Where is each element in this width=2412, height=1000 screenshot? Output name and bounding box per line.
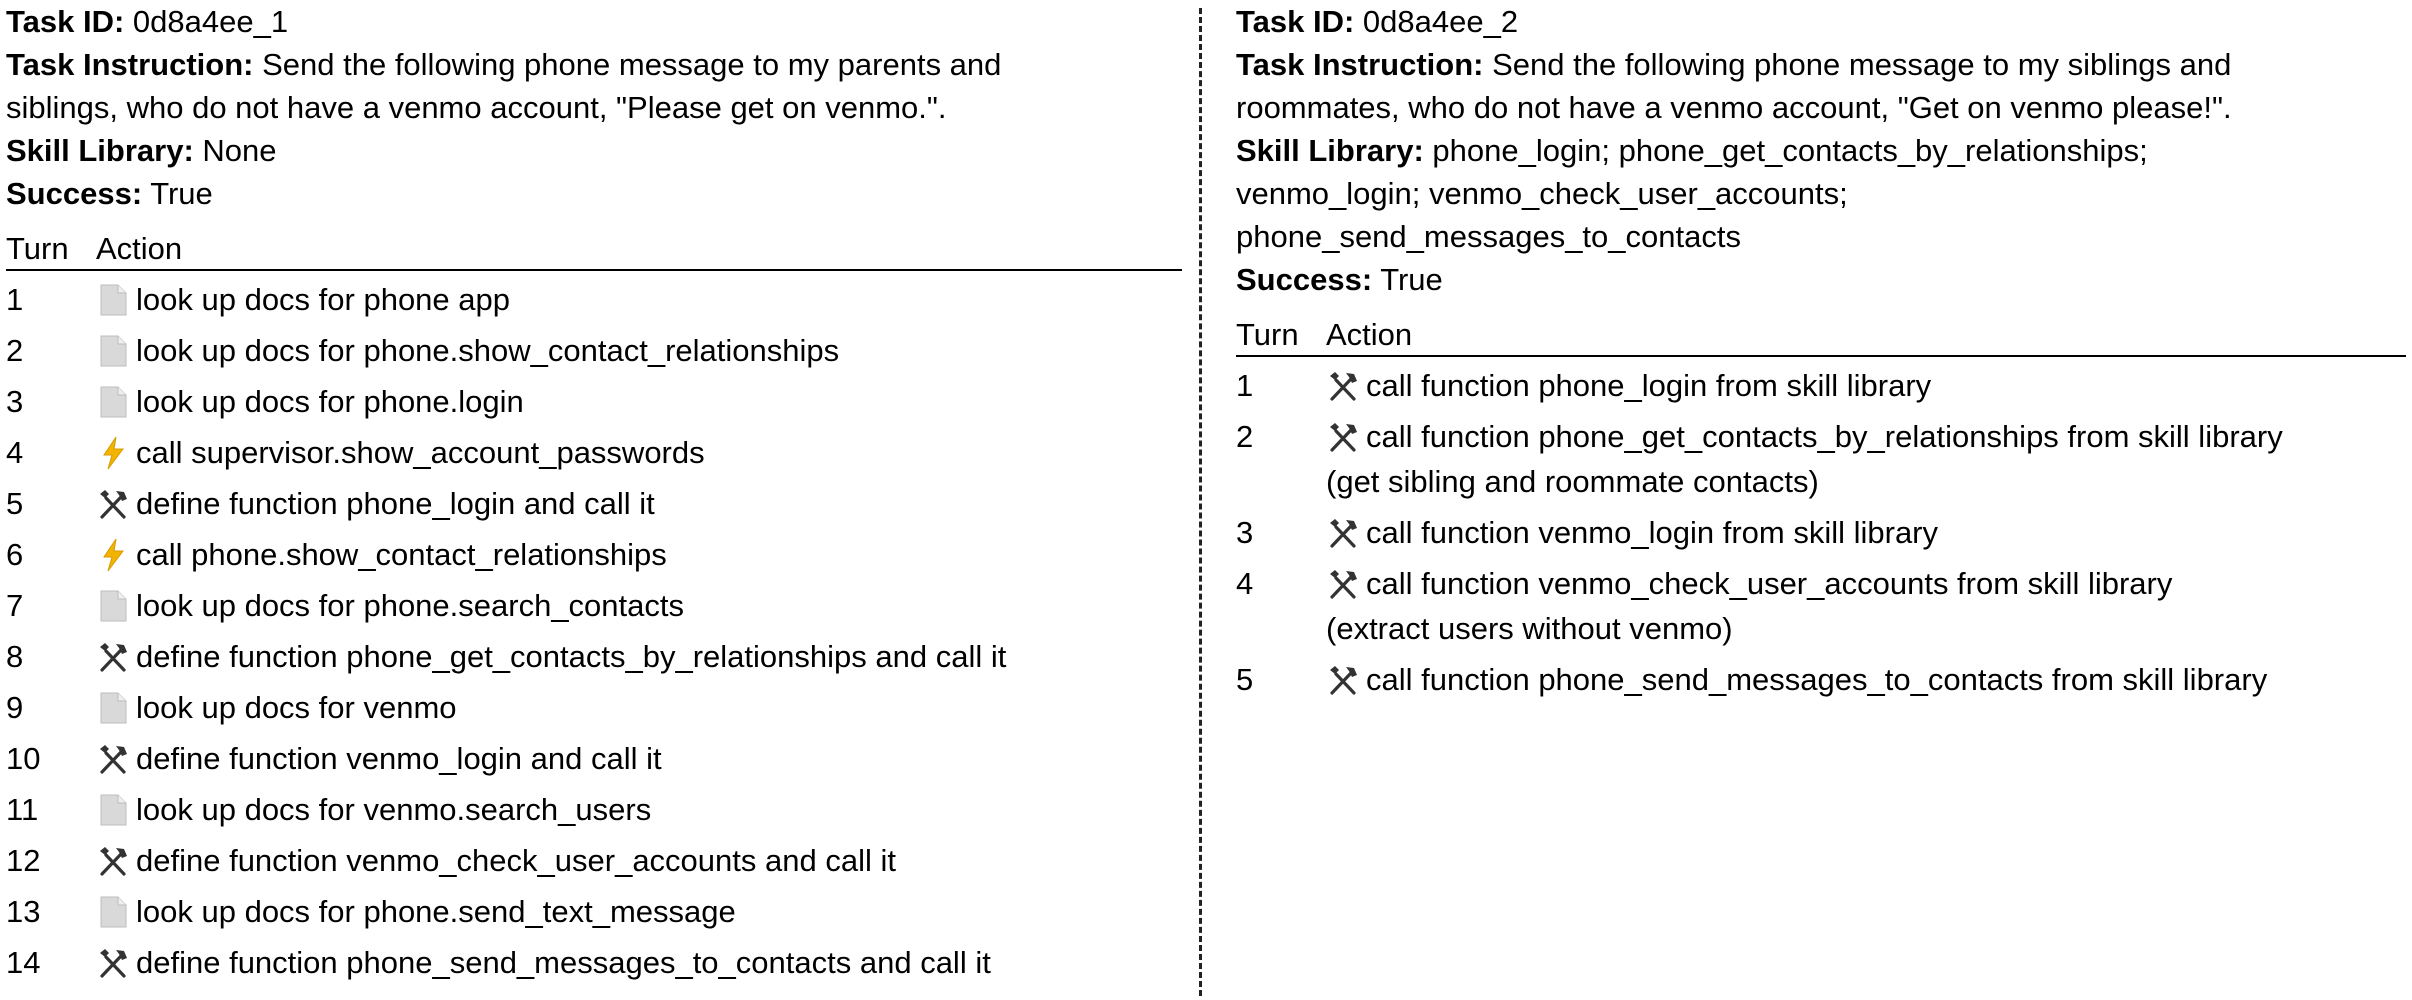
task-id-value: 0d8a4ee_2 bbox=[1362, 4, 1519, 39]
turn-number: 1 bbox=[1236, 368, 1254, 403]
turn-number: 2 bbox=[6, 333, 24, 368]
tools-icon bbox=[1326, 663, 1360, 697]
action-main bbox=[96, 889, 1182, 934]
action-cell bbox=[1326, 657, 2406, 702]
action-text: call supervisor.show_account_passwords bbox=[136, 435, 705, 470]
right-task-meta bbox=[1236, 0, 2406, 301]
action-text: look up docs for phone.login bbox=[136, 384, 524, 419]
action-cell bbox=[1326, 363, 2406, 408]
action-cell bbox=[1326, 510, 2406, 555]
action-cell bbox=[96, 532, 1182, 577]
action-main bbox=[96, 583, 1182, 628]
action-text: define function phone_send_messages_to_contacts and call it bbox=[136, 945, 991, 980]
table-row bbox=[6, 379, 1182, 424]
table-row bbox=[6, 889, 1182, 934]
action-main bbox=[1326, 414, 2406, 459]
action-cell bbox=[96, 685, 1182, 730]
success-value: True bbox=[1380, 262, 1443, 297]
table-row bbox=[6, 685, 1182, 730]
action-text: look up docs for phone.search_contacts bbox=[136, 588, 685, 623]
turn-number: 2 bbox=[1236, 419, 1254, 454]
action-main bbox=[96, 379, 1182, 424]
action-cell bbox=[96, 838, 1182, 883]
table-row bbox=[1236, 363, 2406, 408]
doc-icon bbox=[96, 334, 130, 368]
tools-icon bbox=[96, 640, 130, 674]
action-subtext: (get sibling and roommate contacts) bbox=[1326, 464, 1819, 499]
action-text: call function phone_login from skill library bbox=[1366, 368, 1932, 403]
table-row bbox=[6, 277, 1182, 322]
turn-number: 14 bbox=[6, 945, 41, 980]
turn-column-header: Turn bbox=[6, 231, 69, 266]
action-cell bbox=[96, 277, 1182, 322]
action-subtext: (extract users without venmo) bbox=[1326, 611, 1733, 646]
turn-number: 3 bbox=[1236, 515, 1254, 550]
action-main bbox=[96, 532, 1182, 577]
tools-icon bbox=[96, 946, 130, 980]
action-cell bbox=[96, 430, 1182, 475]
action-text: look up docs for venmo bbox=[136, 690, 457, 725]
task-instruction-line-1: Send the following phone message to my siblings and bbox=[1492, 47, 2232, 82]
right-task-panel bbox=[1236, 0, 2406, 702]
task-id-label: Task ID: bbox=[6, 4, 125, 39]
action-text: call function phone_get_contacts_by_relationships from skill library bbox=[1366, 419, 2283, 454]
action-cell bbox=[96, 481, 1182, 526]
action-text: look up docs for phone app bbox=[136, 282, 510, 317]
turn-number: 3 bbox=[6, 384, 24, 419]
turn-number: 11 bbox=[6, 792, 39, 827]
action-main bbox=[96, 787, 1182, 832]
lightning-icon bbox=[96, 436, 130, 470]
tools-icon bbox=[1326, 369, 1360, 403]
turn-number: 7 bbox=[6, 588, 24, 623]
right-action-list bbox=[1236, 363, 2406, 702]
action-cell bbox=[96, 736, 1182, 781]
action-main bbox=[96, 634, 1182, 679]
action-cell bbox=[96, 583, 1182, 628]
turn-number: 9 bbox=[6, 690, 24, 725]
table-row bbox=[1236, 414, 2406, 504]
task-instruction-line-2: siblings, who do not have a venmo account, "Please get on venmo.". bbox=[6, 90, 947, 125]
action-main bbox=[96, 685, 1182, 730]
tools-icon bbox=[1326, 420, 1360, 454]
task-instruction-line-1: Send the following phone message to my parents and bbox=[262, 47, 1002, 82]
action-text: look up docs for phone.send_text_message bbox=[136, 894, 736, 929]
action-text: define function venmo_login and call it bbox=[136, 741, 662, 776]
action-main bbox=[96, 277, 1182, 322]
doc-icon bbox=[96, 589, 130, 623]
action-text: define function phone_get_contacts_by_relationships and call it bbox=[136, 639, 1007, 674]
skill-library-value: None bbox=[202, 133, 277, 168]
action-main bbox=[96, 940, 1182, 985]
tools-icon bbox=[1326, 516, 1360, 550]
task-instruction-label: Task Instruction: bbox=[1236, 47, 1484, 82]
skill-library-label: Skill Library: bbox=[1236, 133, 1424, 168]
skill-library-line-2: venmo_login; venmo_check_user_accounts; bbox=[1236, 176, 1848, 211]
action-main bbox=[96, 838, 1182, 883]
task-id-label: Task ID: bbox=[1236, 4, 1355, 39]
action-main bbox=[96, 328, 1182, 373]
table-row bbox=[6, 481, 1182, 526]
action-cell bbox=[96, 379, 1182, 424]
action-cell bbox=[96, 940, 1182, 985]
turn-number: 8 bbox=[6, 639, 24, 674]
skill-library-label: Skill Library: bbox=[6, 133, 194, 168]
doc-icon bbox=[96, 895, 130, 929]
right-table-header bbox=[1236, 315, 2406, 357]
action-main bbox=[1326, 561, 2406, 606]
tools-icon bbox=[96, 487, 130, 521]
turn-column-header: Turn bbox=[1236, 317, 1299, 352]
left-table-header bbox=[6, 229, 1182, 271]
left-task-panel bbox=[6, 0, 1182, 985]
task-id-value: 0d8a4ee_1 bbox=[132, 4, 289, 39]
doc-icon bbox=[96, 793, 130, 827]
skill-library-line-3: phone_send_messages_to_contacts bbox=[1236, 219, 1741, 254]
tools-icon bbox=[96, 742, 130, 776]
left-task-meta bbox=[6, 0, 1182, 215]
table-row bbox=[6, 634, 1182, 679]
table-row bbox=[6, 532, 1182, 577]
task-instruction-label: Task Instruction: bbox=[6, 47, 254, 82]
action-text: define function venmo_check_user_accounts and call it bbox=[136, 843, 896, 878]
table-row bbox=[6, 838, 1182, 883]
action-column-header: Action bbox=[96, 231, 183, 266]
action-cell bbox=[1326, 414, 2406, 504]
success-value: True bbox=[150, 176, 213, 211]
action-cell bbox=[96, 787, 1182, 832]
table-row bbox=[1236, 657, 2406, 702]
table-row bbox=[6, 430, 1182, 475]
turn-number: 5 bbox=[6, 486, 24, 521]
table-row bbox=[6, 940, 1182, 985]
action-text: look up docs for phone.show_contact_relationships bbox=[136, 333, 840, 368]
doc-icon bbox=[96, 283, 130, 317]
action-text: call function venmo_check_user_accounts from skill library bbox=[1366, 566, 2173, 601]
skill-library-line-1: phone_login; phone_get_contacts_by_relationships; bbox=[1432, 133, 2148, 168]
doc-icon bbox=[96, 691, 130, 725]
lightning-icon bbox=[96, 538, 130, 572]
action-cell bbox=[96, 634, 1182, 679]
action-main bbox=[96, 481, 1182, 526]
success-label: Success: bbox=[1236, 262, 1373, 297]
turn-number: 4 bbox=[6, 435, 24, 470]
left-action-list bbox=[6, 277, 1182, 985]
tools-icon bbox=[96, 844, 130, 878]
turn-number: 5 bbox=[1236, 662, 1254, 697]
turn-number: 10 bbox=[6, 741, 41, 776]
action-main bbox=[1326, 657, 2406, 702]
table-row bbox=[6, 736, 1182, 781]
turn-number: 12 bbox=[6, 843, 41, 878]
turn-number: 13 bbox=[6, 894, 41, 929]
table-row bbox=[1236, 510, 2406, 555]
action-text: define function phone_login and call it bbox=[136, 486, 655, 521]
action-cell bbox=[96, 889, 1182, 934]
table-row bbox=[6, 328, 1182, 373]
table-row bbox=[1236, 561, 2406, 651]
turn-number: 4 bbox=[1236, 566, 1254, 601]
action-main bbox=[1326, 510, 2406, 555]
action-text: call function phone_send_messages_to_contacts from skill library bbox=[1366, 662, 2268, 697]
action-main bbox=[96, 736, 1182, 781]
action-main bbox=[1326, 363, 2406, 408]
action-column-header: Action bbox=[1326, 317, 1413, 352]
turn-number: 6 bbox=[6, 537, 24, 572]
turn-number: 1 bbox=[6, 282, 24, 317]
panel-divider bbox=[1199, 8, 1202, 996]
action-text: call phone.show_contact_relationships bbox=[136, 537, 667, 572]
tools-icon bbox=[1326, 567, 1360, 601]
table-row bbox=[6, 583, 1182, 628]
task-instruction-line-2: roommates, who do not have a venmo account, "Get on venmo please!". bbox=[1236, 90, 2232, 125]
success-label: Success: bbox=[6, 176, 143, 211]
action-cell bbox=[1326, 561, 2406, 651]
doc-icon bbox=[96, 385, 130, 419]
action-text: call function venmo_login from skill library bbox=[1366, 515, 1939, 550]
action-main bbox=[96, 430, 1182, 475]
action-text: look up docs for venmo.search_users bbox=[136, 792, 652, 827]
action-cell bbox=[96, 328, 1182, 373]
table-row bbox=[6, 787, 1182, 832]
